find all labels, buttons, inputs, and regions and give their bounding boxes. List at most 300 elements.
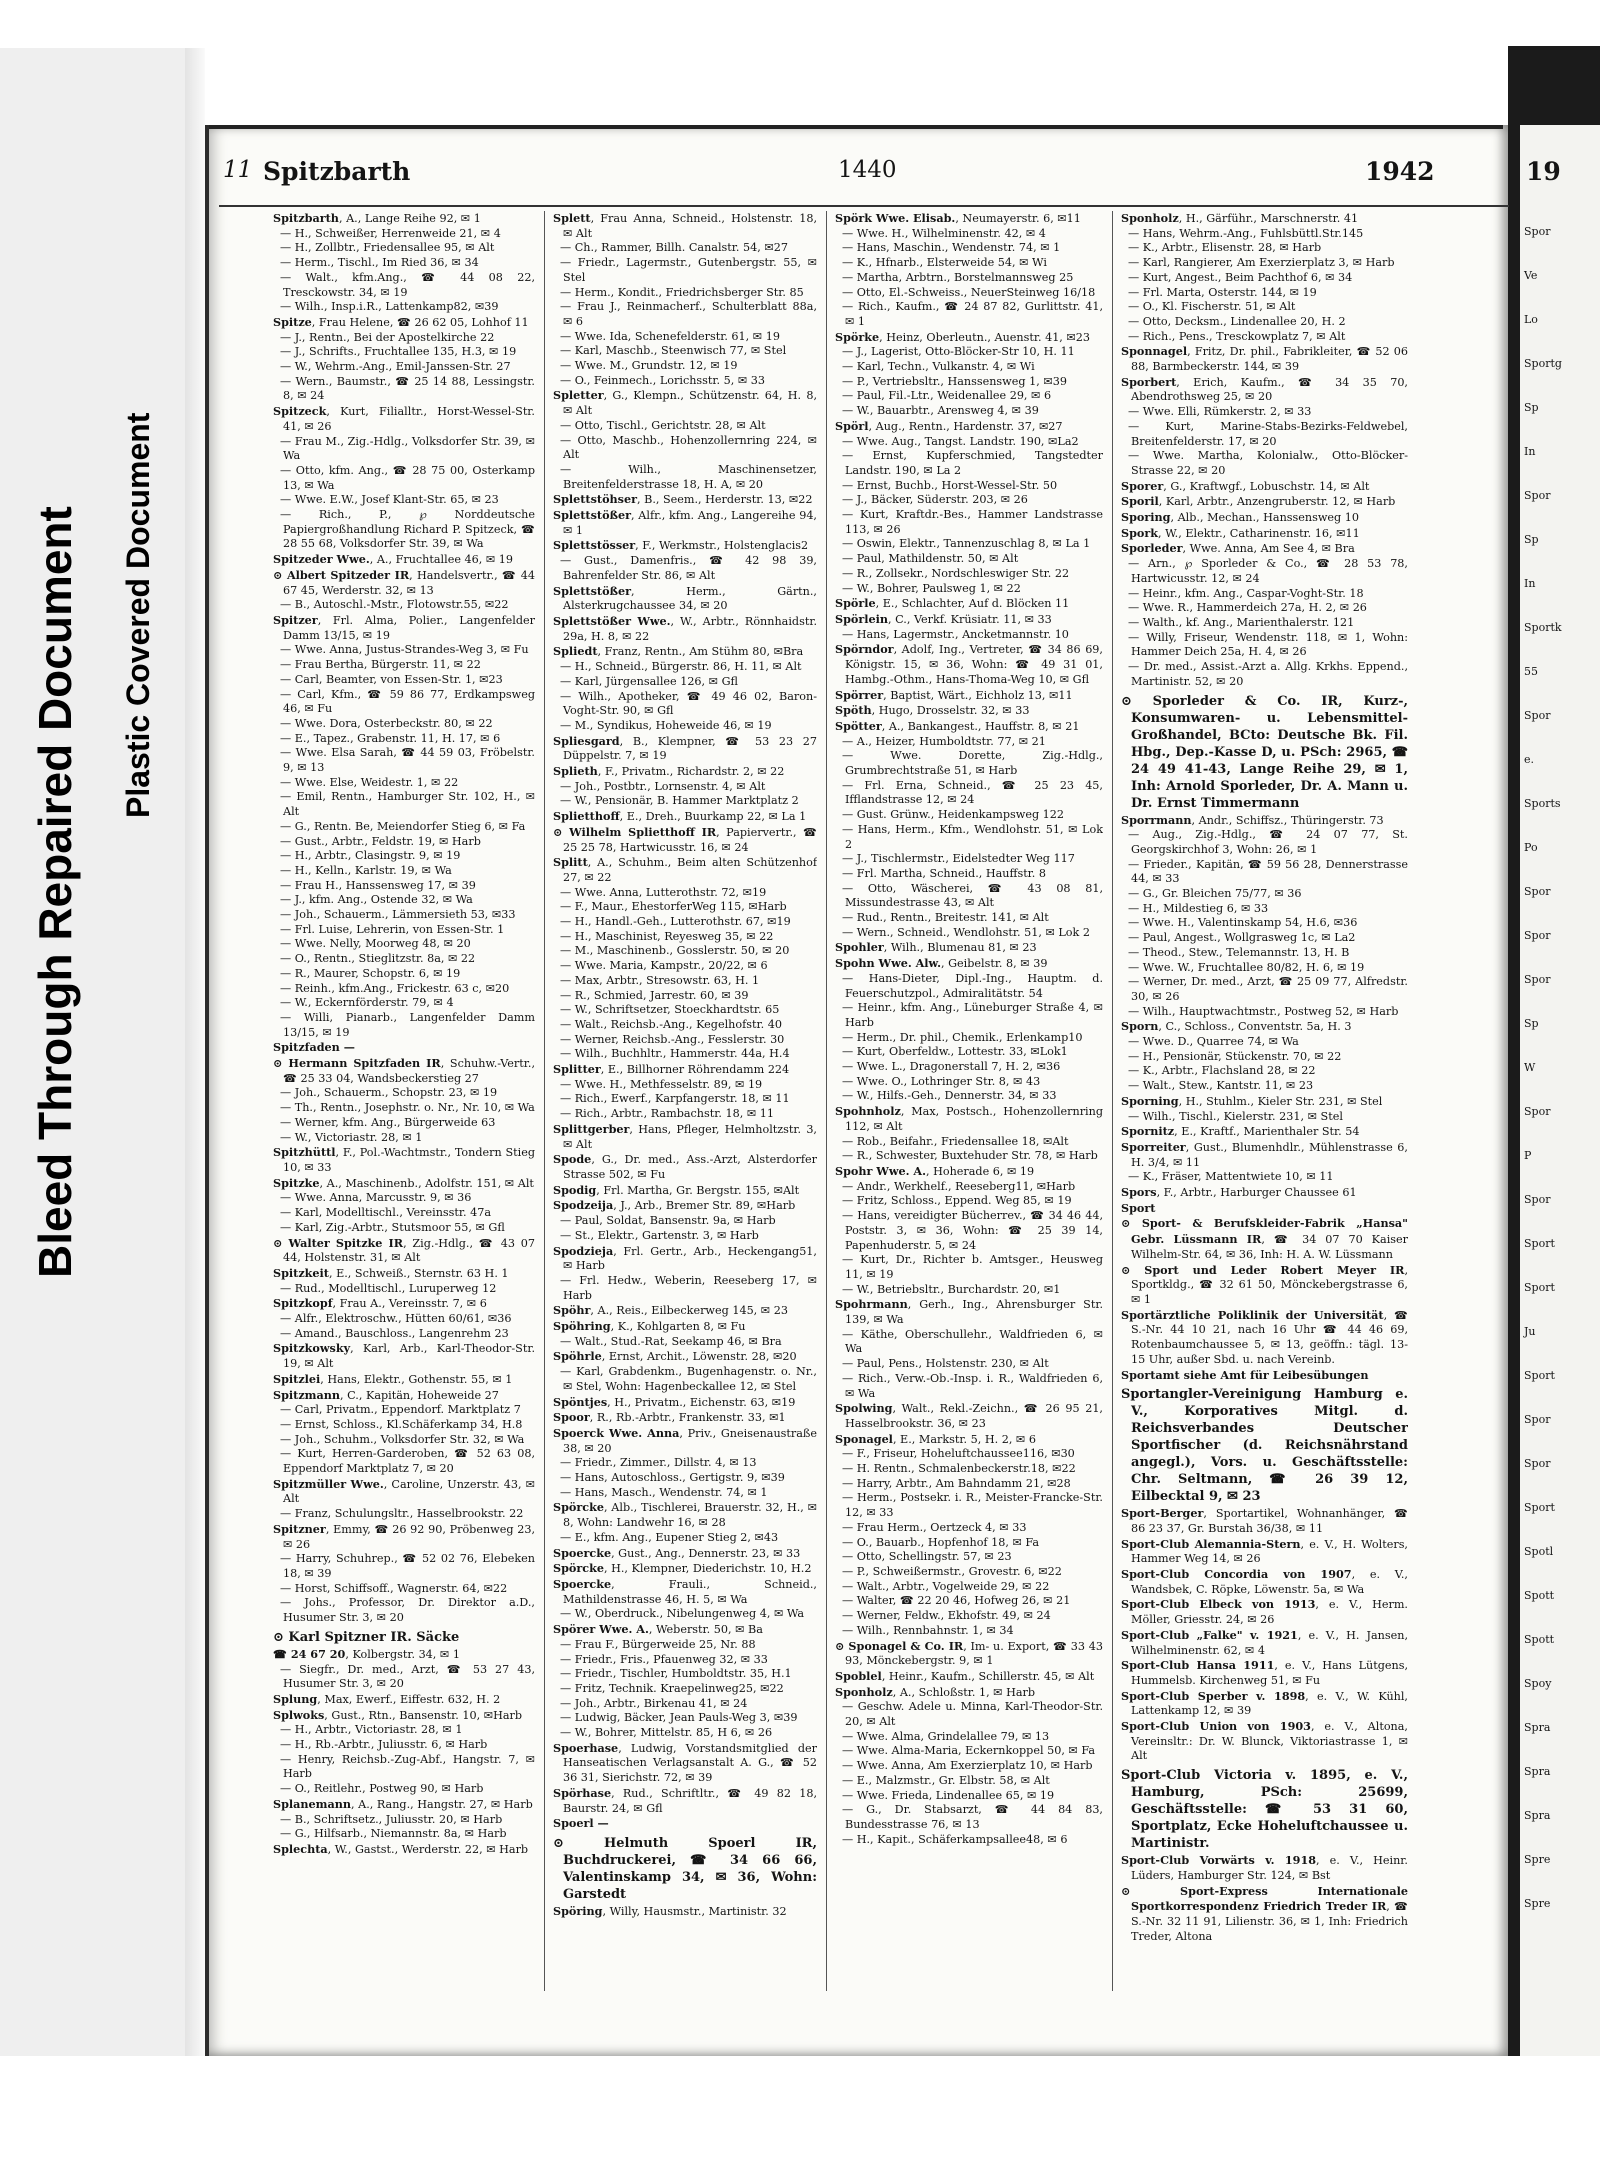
next-page-fragment: Spotl [1524, 1545, 1554, 1558]
directory-entry: — Fritz, Technik. Kraepelinweg25, ✉22 [560, 1681, 784, 1695]
directory-entry: — Frl. Luise, Lehrerin, von Essen-Str. 1 [280, 922, 505, 936]
directory-entry: Sponholz, A., Schloßstr. 1, ✉ Harb [835, 1684, 1036, 1699]
directory-entry: — W., Pensionär, B. Hammer Marktplatz 2 [560, 794, 799, 808]
directory-entry: Spitzkowsky, Karl, Arb., Karl-Theodor-Str. 19, ✉ Alt [273, 1341, 535, 1371]
directory-entry: Spitzkopf, Frau A., Vereinsstr. 7, ✉ 6 [273, 1296, 487, 1311]
column-divider [544, 211, 545, 1991]
directory-entry: — O., Kl. Fischerstr. 51, ✉ Alt [1128, 300, 1296, 314]
directory-entry: Splettstöhser, B., Seem., Herderstr. 13, ✉22 [553, 492, 813, 507]
directory-entry: Spöth, Hugo, Drosselstr. 32, ✉ 33 [835, 703, 1030, 718]
directory-entry: — Ch., Rammer, Billh. Canalstr. 54, ✉27 [560, 241, 788, 255]
next-page-fragment: Spott [1524, 1589, 1555, 1602]
directory-entry: — Wwe. Alma-Maria, Eckernkoppel 50, ✉ Fa [842, 1744, 1096, 1758]
directory-entry: — W., Wehrm.-Ang., Emil-Janssen-Str. 27 [280, 360, 511, 374]
directory-entry: Splettstößer, Herm., Gärtn., Alsterkrugchaussee 34, ✉ 20 [553, 583, 817, 613]
next-page-fragment: In [1524, 445, 1536, 458]
header-rule [219, 205, 1509, 207]
directory-entry: — Friedr., Fris., Pfauenweg 32, ✉ 33 [560, 1652, 768, 1666]
next-page-fragment: Sp [1524, 533, 1539, 546]
directory-entry: — E., Malzmstr., Gr. Elbstr. 58, ✉ Alt [842, 1773, 1050, 1787]
next-page-fragment: Spor [1524, 709, 1551, 722]
directory-entry: — Wwe. O., Lothringer Str. 8, ✉ 43 [842, 1074, 1041, 1088]
page-header [223, 157, 1435, 207]
directory-entry: — Rud., Rentn., Breitestr. 141, ✉ Alt [842, 911, 1049, 925]
next-page-fragment: Spor [1524, 929, 1551, 942]
directory-entry: — Werner, Dr. med., Arzt, ☎ 25 09 77, Alfredstr. 30, ✉ 26 [1128, 975, 1408, 1003]
directory-entry: Spöhr, A., Reis., Eilbeckerweg 145, ✉ 23 [553, 1303, 788, 1318]
directory-entry: Spors, F., Arbtr., Harburger Chaussee 61 [1121, 1185, 1357, 1200]
directory-entry: — Wwe. R., Hammerdeich 27a, H. 2, ✉ 26 [1128, 601, 1367, 615]
directory-entry: — Frl. Hedw., Weberin, Reeseberg 17, ✉ Harb [560, 1273, 817, 1302]
directory-entry: — W., Bauarbtr., Arensweg 4, ✉ 39 [842, 404, 1039, 418]
directory-entry: — Wilh., Hauptwachtmstr., Postweg 52, ✉ Harb [1128, 1004, 1399, 1018]
directory-entry: — M., Maschinenb., Gosslerstr. 50, ✉ 20 [560, 944, 790, 958]
directory-entry: — Otto, Maschb., Hohenzollernring 224, ✉ Alt [560, 433, 817, 462]
directory-entry: — Wwe. Martha, Kolonialw., Otto-Blöcker-Strasse 22, ✉ 20 [1128, 449, 1408, 477]
directory-entry: ⊙ Sport-Express Internationale Sportkorrespondenz Friedrich Treder IR, ☎ S.-Nr. 32 11 91, Lilienstr. 36, ✉ 1, Inh: Friedrich Treder, Altona [1121, 1883, 1408, 1943]
directory-entry: ⊙ Sponagel & Co. IR, Im- u. Export, ☎ 33 43 93, Mönckebergstr. 9, ✉ 1 [835, 1638, 1103, 1668]
directory-entry: — J., Lagerist, Otto-Blöcker-Str 10, H. 11 [842, 345, 1075, 359]
directory-entry: — Kurt, Angest., Beim Pachthof 6, ✉ 34 [1128, 270, 1353, 284]
directory-entry: — G., Gr. Bleichen 75/77, ✉ 36 [1128, 887, 1302, 901]
directory-entry: — Siegfr., Dr. med., Arzt, ☎ 53 27 43, Husumer Str. 3, ✉ 20 [280, 1662, 535, 1691]
margin-shadow-band [185, 48, 205, 2056]
header-page-prefix: 11 [223, 157, 253, 183]
directory-entry: Spitzke, A., Maschinenb., Adolfstr. 151, ✉ Alt [273, 1175, 534, 1190]
directory-entry: — Frieder., Kapitän, ☎ 59 56 28, Dennerstrasse 44, ✉ 33 [1128, 857, 1408, 886]
directory-entry: — Carl, Beamter, von Essen-Str. 1, ✉23 [280, 672, 503, 686]
directory-entry: — Wwe. Frieda, Lindenallee 65, ✉ 19 [842, 1788, 1055, 1802]
directory-entry: Spoerl — [553, 1816, 609, 1831]
directory-entry: — Frau H., Hanssensweg 17, ✉ 39 [280, 878, 476, 892]
directory-entry: — Andr., Werkhelf., Reeseberg11, ✉Harb [842, 1179, 1076, 1193]
directory-entry: — Hans, Lagermstr., Ancketmannstr. 10 [842, 627, 1069, 641]
next-page-fragment: Spor [1524, 1413, 1551, 1426]
directory-entry: — H., Kapit., Schäferkampsallee48, ✉ 6 [842, 1832, 1068, 1846]
next-page-fragment: Spra [1524, 1721, 1551, 1734]
directory-entry: — Paul, Soldat, Bansenstr. 9a, ✉ Harb [560, 1214, 776, 1228]
directory-entry: — Wilh., Apotheker, ☎ 49 46 02, Baron-Voght-Str. 90, ✉ Gfl [560, 689, 817, 718]
directory-entry: Sporn, C., Schloss., Conventstr. 5a, H. 3 [1121, 1019, 1352, 1034]
directory-entry: — St., Elektr., Gartenstr. 3, ✉ Harb [560, 1228, 759, 1242]
directory-entry: — Walt., Stew., Kantstr. 11, ✉ 23 [1128, 1079, 1314, 1093]
directory-entry: — O., Feinmech., Lorichsstr. 5, ✉ 33 [560, 373, 766, 387]
directory-entry: Spötter, A., Bankangest., Hauffstr. 8, ✉ 21 [835, 718, 1080, 733]
directory-entry: Spliesgard, B., Klempner, ☎ 53 23 27 Düppelstr. 7, ✉ 19 [553, 733, 817, 763]
directory-entry: — Hans-Dieter, Dipl.-Ing., Hauptm. d. Feuerschutzpol., Admiralitätstr. 54 [842, 971, 1103, 1000]
directory-entry: Spork, W., Elektr., Catharinenstr. 16, ✉11 [1121, 525, 1360, 540]
directory-entry: Spoor, R., Rb.-Arbtr., Frankenstr. 33, ✉1 [553, 1410, 786, 1425]
directory-entry: Sportamt siehe Amt für Leibesübungen [1121, 1367, 1369, 1382]
directory-entry: Splieth, F., Privatm., Richardstr. 2, ✉ 22 [553, 764, 785, 779]
directory-entry: Spitzhüttl, F., Pol.-Wachtmstr., Tondern Stieg 10, ✉ 33 [273, 1145, 535, 1174]
directory-entry: Sporer, G., Kraftwgf., Lobuschstr. 14, ✉ Alt [1121, 478, 1370, 493]
directory-entry: — A., Heizer, Humboldtstr. 77, ✉ 21 [842, 734, 1046, 748]
directory-entry: Spoercke, Frauli., Schneid., Mathildenstrasse 46, H. 5, ✉ Wa [553, 1576, 817, 1606]
directory-entry: — R., Schmied, Jarrestr. 60, ✉ 39 [560, 988, 749, 1002]
directory-entry: — O., Reitlehr., Postweg 90, ✉ Harb [280, 1782, 484, 1796]
directory-entry: Sponagel, E., Markstr. 5, H. 2, ✉ 6 [835, 1431, 1036, 1446]
directory-entry: — K., Fräser, Mattentwiete 10, ✉ 11 [1128, 1170, 1334, 1184]
directory-entry: — Aug., Zig.-Hdlg., ☎ 24 07 77, St. Georgskirchhof 3, Wohn: 26, ✉ 1 [1128, 828, 1408, 856]
directory-entry: Splettstösser, F., Werkmstr., Holstenglacis2 [553, 538, 809, 553]
directory-entry: Spolwing, Walt., Rekl.-Zeichn., ☎ 26 95 21, Hasselbrookstr. 36, ✉ 23 [835, 1401, 1103, 1430]
directory-entry: — Herm., Tischl., Im Ried 36, ✉ 34 [280, 256, 479, 270]
directory-entry: Spodig, Frl. Martha, Gr. Bergstr. 155, ✉Alt [553, 1182, 800, 1197]
directory-entry: — Paul, Fil.-Ltr., Weidenallee 29, ✉ 6 [842, 389, 1052, 403]
directory-entry: — W., Bohrer, Mittelstr. 85, H 6, ✉ 26 [560, 1726, 773, 1740]
directory-entry: — Hans, Autoschloss., Gertigstr. 9, ✉39 [560, 1471, 785, 1485]
directory-entry: Sporreiter, Gust., Blumenhdlr., Mühlenstrasse 6, H. 3/4, ✉ 11 [1121, 1139, 1408, 1169]
directory-entry: — Ernst, Kupferschmied, Tangstedter Landstr. 190, ✉ La 2 [842, 449, 1103, 477]
directory-entry: — Kurt, Oberfeldw., Lottestr. 33, ✉Lok1 [842, 1045, 1068, 1059]
directory-entry: — Alfr., Elektroschw., Hütten 60/61, ✉36 [280, 1312, 512, 1326]
directory-entry: — Hans, Wehrm.-Ang., Fuhlsbüttl.Str.145 [1128, 226, 1364, 240]
next-page-fragment: Spor [1524, 489, 1551, 502]
directory-entry: — Walt., kfm.Ang., ☎ 44 08 22, Tresckowstr. 34, ✉ 19 [280, 270, 535, 299]
directory-entry: Sportärztliche Poliklinik der Universität, ☎ S.-Nr. 44 10 21, nach 16 Uhr ☎ 44 46 69, Rotenbaumchaussee 5, ✉ 13, geöffn.: tägl. 13-15 Uhr, außer Sbd. u. nach Vereinb. [1121, 1307, 1408, 1366]
next-page-year: 19 [1526, 157, 1561, 186]
directory-entry: Sport-Club Union von 1903, e. V., Altona, Vereinsltr.: Dr. W. Blunck, Viktoriastrasse 1, ✉ Alt [1121, 1719, 1408, 1763]
header-running-name: Spitzbarth [263, 157, 411, 186]
directory-entry: — Kurt, Herren-Garderoben, ☎ 52 63 08, Eppendorf Marktplatz 7, ✉ 20 [280, 1447, 535, 1476]
directory-entry: — Friedr., Tischler, Humboldtstr. 35, H.1 [560, 1667, 792, 1681]
directory-page [205, 125, 1508, 2056]
directory-entry: — Hans, vereidigter Bücherrev., ☎ 34 46 44, Poststr. 3, ✉ 36, Wohn: ☎ 25 39 14, Papenhuderstr. 5, ✉ 24 [842, 1209, 1103, 1252]
directory-entry: Spöntjes, H., Privatm., Eichenstr. 63, ✉19 [553, 1394, 796, 1409]
directory-entry: Spörk Wwe. Elisab., Neumayerstr. 6, ✉11 [835, 211, 1081, 225]
directory-entry: — Wwe. Nelly, Moorweg 48, ✉ 20 [280, 937, 471, 951]
directory-entry: Sportangler-Vereinigung Hamburg e. V., Korporatives Mitgl. d. Reichsverbandes Deutscher Sportfischer (d. Reichsnährstand angegl.), Vors. u. Geschäftsstelle: Chr. Seltmann, ☎ 26 39 12, Eilbecktal 9, ✉ 23 [1121, 1387, 1408, 1505]
directory-entry: Sport [1121, 1200, 1156, 1215]
directory-entry: Sporil, Karl, Arbtr., Anzengruberstr. 12, ✉ Harb [1121, 494, 1396, 509]
directory-entry: — Rich., Verw.-Ob.-Insp. i. R., Waldfrieden 6, ✉ Wa [842, 1371, 1103, 1400]
directory-entry: — Joh., Postbtr., Lornsenstr. 4, ✉ Alt [560, 779, 766, 793]
directory-entry: — Walt., Stud.-Rat, Seekamp 46, ✉ Bra [560, 1334, 782, 1348]
directory-entry: — O., Rentn., Stieglitzstr. 8a, ✉ 22 [280, 952, 476, 966]
directory-entry: — Werner, kfm. Ang., Bürgerweide 63 [280, 1115, 496, 1129]
directory-entry: — Otto, Tischl., Gerichtstr. 28, ✉ Alt [560, 418, 766, 432]
directory-entry: — Walth., kf. Ang., Marienthalerstr. 121 [1128, 615, 1355, 629]
directory-entry: — Frau M., Zig.-Hdlg., Volksdorfer Str. 39, ✉ Wa [280, 434, 535, 463]
directory-entry: — Werner, Feldw., Ekhofstr. 49, ✉ 24 [842, 1609, 1051, 1623]
directory-entry: — Gust. Grünw., Heidenkampsweg 122 [842, 808, 1065, 822]
directory-entry: — Rich., Ewerf., Karpfangerstr. 18, ✉ 11 [560, 1092, 790, 1106]
directory-entry: — Harry, Arbtr., Am Bahndamm 21, ✉28 [842, 1476, 1071, 1490]
directory-entry: — Joh., Arbtr., Birkenau 41, ✉ 24 [560, 1696, 748, 1710]
directory-entry: Sport-Club Concordia von 1907, e. V., Wandsbek, C. Röpke, Löwenstr. 5a, ✉ Wa [1121, 1567, 1408, 1596]
directory-entry: — Käthe, Oberschullehr., Waldfrieden 6, ✉ Wa [842, 1327, 1103, 1356]
directory-entry: — Wwe. W., Fruchtallee 80/82, H. 6, ✉ 19 [1128, 960, 1365, 974]
directory-entry: — Rich., Arbtr., Rambachstr. 18, ✉ 11 [560, 1107, 774, 1121]
column-3 [835, 211, 1103, 1991]
directory-entry: — W., Hilfs.-Geh., Dennerstr. 34, ✉ 33 [842, 1089, 1057, 1103]
next-page-fragment: P [1524, 1149, 1532, 1162]
directory-entry: Spletter, G., Klempn., Schützenstr. 64, H. 8, ✉ Alt [553, 388, 817, 418]
directory-entry: — Herm., Postsekr. i. R., Meister-Francke-Str. 12, ✉ 33 [842, 1491, 1103, 1520]
directory-entry: Spitzkeit, E., Schweiß., Sternstr. 63 H. 1 [273, 1265, 509, 1280]
directory-entry: — W., Betriebsltr., Burchardstr. 20, ✉1 [842, 1282, 1061, 1296]
directory-entry: — Geschw. Adele u. Minna, Karl-Theodor-Str. 20, ✉ Alt [842, 1700, 1103, 1729]
directory-entry: ⊙ Karl Spitzner IR. Säcke [273, 1629, 460, 1645]
directory-entry: — J., Schrifts., Fruchtallee 135, H.3, ✉ 19 [280, 345, 517, 359]
directory-entry: — H., Schneid., Bürgerstr. 86, H. 11, ✉ Alt [560, 660, 802, 674]
next-page-fragment: e. [1524, 753, 1535, 766]
directory-entry: Splitt, A., Schuhm., Beim alten Schützenhof 27, ✉ 22 [553, 855, 817, 884]
directory-entry: — B., Schriftsetz., Juliusstr. 20, ✉ Harb [280, 1812, 503, 1826]
directory-entry: — Theod., Stew., Telemannstr. 13, H. B [1128, 945, 1350, 959]
directory-entry: ⊙ Sport- & Berufskleider-Fabrik „Hansa" Gebr. Lüssmann IR, ☎ 34 07 70 Kaiser Wilhelm-Str. 64, ✉ 36, Inh: H. A. W. Lüssmann [1121, 1216, 1408, 1261]
directory-entry: — W., Oberdruck., Nibelungenweg 4, ✉ Wa [560, 1607, 805, 1621]
next-page-fragment: Sp [1524, 1017, 1539, 1030]
directory-entry: Spohrmann, Gerh., Ing., Ahrensburger Str. 139, ✉ Wa [835, 1297, 1103, 1327]
directory-entry: — H. Rentn., Schmalenbeckerstr.18, ✉22 [842, 1462, 1076, 1476]
directory-entry: — Max, Arbtr., Stresowstr. 63, H. 1 [560, 973, 760, 987]
directory-entry: — Wwe. H., Valentinskamp 54, H.6, ✉36 [1128, 916, 1358, 930]
directory-entry: — E., Tapez., Grabenstr. 11, H. 17, ✉ 6 [280, 731, 501, 745]
directory-entry: Spitzer, Frl. Alma, Polier., Langenfelder Damm 13/15, ✉ 19 [273, 612, 535, 642]
directory-entry: Sporleder, Wwe. Anna, Am See 4, ✉ Bra [1121, 541, 1355, 556]
directory-entry: — Frau J., Reinmacherf., Schulterblatt 88a, ✉ 6 [560, 300, 817, 328]
directory-entry: ⊙ Hermann Spitzfaden IR, Schuhw.-Vertr., ☎ 25 33 04, Wandsbeckerstieg 27 [273, 1056, 535, 1085]
directory-entry: Spörer Wwe. A., Weberstr. 50, ✉ Ba [553, 1622, 763, 1637]
directory-entry: — Fritz, Schloss., Eppend. Weg 85, ✉ 19 [842, 1194, 1072, 1208]
directory-entry: ⊙ Helmuth Spoerl IR, Buchdruckerei, ☎ 34 66 66, Valentinskamp 34, ✉ 36, Wohn: Garstedt [553, 1835, 817, 1902]
column-1 [273, 211, 535, 1991]
column-4 [1121, 211, 1408, 1991]
side-label-secondary: Plastic Covered Document [120, 412, 156, 818]
directory-entry: — K., Hfnarb., Elsterweide 54, ✉ Wi [842, 256, 1047, 270]
directory-entry: — Paul, Mathildenstr. 50, ✉ Alt [842, 552, 1019, 566]
directory-entry: Splung, Max, Ewerf., Eiffestr. 632, H. 2 [273, 1691, 501, 1706]
directory-entry: — Wwe. Else, Weidestr. 1, ✉ 22 [280, 775, 459, 789]
directory-entry: Spornitz, E., Kraftf., Marienthaler Str. 54 [1121, 1124, 1360, 1139]
directory-entry: — H., Rb.-Arbtr., Juliusstr. 6, ✉ Harb [280, 1738, 488, 1752]
directory-entry: ⊙ Wilhelm Splietthoff IR, Papiervertr., ☎ 25 25 78, Hartwicusstr. 16, ✉ 24 [553, 824, 817, 854]
directory-entry: — Rob., Beifahr., Friedensallee 18, ✉Alt [842, 1134, 1069, 1148]
directory-entry: — Carl, Privatm., Eppendorf. Marktplatz 7 [280, 1403, 521, 1417]
directory-entry: Splwoks, Gust., Rtn., Bansenstr. 10, ✉Harb [273, 1707, 523, 1722]
directory-entry: — Wern., Baumstr., ☎ 25 14 88, Lessingstr. 8, ✉ 24 [280, 374, 535, 403]
directory-entry: ⊙ Sporleder & Co. IR, Kurz-, Konsumwaren- u. Lebensmittel-Großhandel, BCto: Deutsche Bk. Fil. Hbg., Dep.-Kasse D, u. PSch: 2965, ☎ 24 49 41-43, Lange Reihe 29, ✉ 1, Inh: Arnold Sporleder, Dr. A. Mann u. Dr. Ernst Timmermann [1121, 693, 1408, 811]
directory-entry: Spörke, Heinz, Oberleutn., Auenstr. 41, ✉23 [835, 329, 1091, 344]
directory-entry: — Emil, Rentn., Hamburger Str. 102, H., ✉ Alt [280, 790, 535, 819]
directory-entry: — F., Friseur, Hoheluftchaussee116, ✉30 [842, 1447, 1075, 1461]
directory-entry: — W., Eckernförderstr. 79, ✉ 4 [280, 996, 454, 1010]
directory-entry: Spörcke, H., Klempner, Diederichstr. 10, H.2 [553, 1561, 812, 1576]
directory-entry: — W., Bohrer, Paulsweg 1, ✉ 22 [842, 581, 1021, 595]
directory-entry: Spoerck Wwe. Anna, Priv., Gneisenaustraße 38, ✉ 20 [553, 1425, 817, 1455]
directory-entry: — Frl. Martha, Schneid., Hauffstr. 8 [842, 866, 1047, 880]
directory-entry: — Hans, Maschin., Wendenstr. 74, ✉ 1 [842, 241, 1061, 255]
directory-entry: Sport-Club Hansa 1911, e. V., Hans Lütgens, Hummelsb. Kirchenweg 51, ✉ Fu [1121, 1658, 1408, 1687]
directory-entry: Spitze, Frau Helene, ☎ 26 62 05, Lohhof 11 [273, 314, 529, 329]
directory-entry: — R., Maurer, Schopstr. 6, ✉ 19 [280, 966, 461, 980]
directory-entry: Spitzner, Emmy, ☎ 26 92 90, Pröbenweg 23, ✉ 26 [273, 1521, 535, 1551]
directory-entry: Spörcke, Alb., Tischlerei, Brauerstr. 32, H., ✉ 8, Wohn: Landwehr 16, ✉ 28 [553, 1500, 817, 1530]
directory-entry: — Otto, Decksm., Lindenallee 20, H. 2 [1128, 314, 1346, 328]
directory-entry: — Frau Bertha, Bürgerstr. 11, ✉ 22 [280, 658, 481, 672]
directory-entry: — Wwe. Elli, Rümkerstr. 2, ✉ 33 [1128, 405, 1312, 419]
directory-entry: — Wwe. Dora, Osterbeckstr. 80, ✉ 22 [280, 716, 493, 730]
directory-entry: — Carl, Kfm., ☎ 59 86 77, Erdkampsweg 46, ✉ Fu [280, 687, 535, 716]
directory-entry: Spitzmüller Wwe., Caroline, Unzerstr. 43, ✉ Alt [273, 1476, 535, 1506]
directory-entry: — W., Schriftsetzer, Stoeckhardtstr. 65 [560, 1003, 780, 1017]
directory-entry: — Rich., Pens., Tresckowplatz 7, ✉ Alt [1128, 329, 1346, 343]
directory-entry: — Wwe. Aug., Tangst. Landstr. 190, ✉La2 [842, 434, 1079, 448]
next-page-fragment: Sportg [1524, 357, 1562, 370]
directory-entry: — Heinr., kfm. Ang., Caspar-Voght-Str. 18 [1128, 586, 1364, 600]
directory-entry: — Wwe. M., Grundstr. 12, ✉ 19 [560, 359, 738, 373]
directory-entry: Splettstößer Wwe., W., Arbtr., Rönnhaidstr. 29a, H. 8, ✉ 22 [553, 613, 817, 643]
directory-entry: Spoercke, Gust., Ang., Dennerstr. 23, ✉ 33 [553, 1545, 801, 1560]
directory-entry: — Otto, Schellingstr. 57, ✉ 23 [842, 1550, 1012, 1564]
left-scan-margin [0, 48, 205, 2056]
directory-entry: Spöhrle, Ernst, Archit., Löwenstr. 28, ✉20 [553, 1349, 797, 1364]
directory-entry: — Walt., Reichsb.-Ang., Kegelhofstr. 40 [560, 1017, 782, 1031]
directory-entry: — Wern., Schneid., Wendlohstr. 51, ✉ Lok 2 [842, 925, 1090, 939]
directory-entry: Spörndor, Adolf, Ing., Vertreter, ☎ 34 86 69, Königstr. 15, ✉ 36, Wohn: ☎ 49 31 01, Hambg.-Othm., Hans-Thoma-Weg 10, ✉ Gfl [835, 642, 1103, 686]
next-page-fragment: Sportk [1524, 621, 1562, 634]
directory-entry: — G., Hilfsarb., Niemannstr. 8a, ✉ Harb [280, 1827, 507, 1841]
side-label-primary: Bleed Through Repaired Document [29, 506, 81, 1278]
directory-entry: — Friedr., Zimmer., Dillstr. 4, ✉ 13 [560, 1456, 757, 1470]
directory-entry: — Wwe. Anna, Justus-Strandes-Weg 3, ✉ Fu [280, 643, 529, 657]
directory-entry: — Wwe. D., Quarree 74, ✉ Wa [1128, 1035, 1299, 1049]
directory-entry: — Otto, El.-Schweiss., NeuerSteinweg 16/18 [842, 285, 1096, 299]
directory-entry: — Wwe. Anna, Am Exerzierplatz 10, ✉ Harb [842, 1759, 1093, 1773]
directory-entry: — Karl, Grabdenkm., Bugenhagenstr. o. Nr., ✉ Stel, Wohn: Hagenbeckallee 12, ✉ Stel [560, 1365, 817, 1393]
next-page-fragment: 55 [1524, 665, 1538, 678]
next-page-fragment: Sports [1524, 797, 1561, 810]
directory-entry: — O., Bauarb., Hopfenhof 18, ✉ Fa [842, 1535, 1040, 1549]
directory-entry: — Willy, Friseur, Wendenstr. 118, ✉ 1, Wohn: Hammer Deich 25a, H. 4, ✉ 26 [1128, 630, 1408, 659]
directory-entry: — B., Autoschl.-Mstr., Flotowstr.55, ✉22 [280, 598, 509, 612]
directory-entry: ⊙ Sport und Leder Robert Meyer IR, Sportkldg., ☎ 32 61 50, Mönckebergstrasse 6, ✉ 1 [1121, 1262, 1408, 1306]
directory-entry: — Dr. med., Assist.-Arzt a. Allg. Krkhs. Eppend., Martinistr. 52, ✉ 20 [1128, 660, 1408, 688]
directory-entry: — Otto, Wäscherei, ☎ 43 08 81, Missundestrasse 43, ✉ Alt [842, 881, 1103, 910]
directory-entry: — E., kfm. Ang., Eupener Stieg 2, ✉43 [560, 1530, 779, 1544]
header-year: 1942 [1365, 157, 1435, 186]
directory-entry: — Kurt, Dr., Richter b. Amtsger., Heusweg 11, ✉ 19 [842, 1253, 1103, 1281]
directory-entry: — Rud., Modelltischl., Luruperweg 12 [280, 1281, 497, 1295]
directory-columns [273, 211, 1408, 1991]
directory-entry: — Reinh., kfm.Ang., Frickestr. 63 c, ✉20 [280, 981, 510, 995]
directory-entry: Sponholz, H., Gärführ., Marschnerstr. 41 [1121, 211, 1359, 225]
directory-entry: Spohn Wwe. Alw., Geibelstr. 8, ✉ 39 [835, 956, 1048, 971]
directory-entry: Sport-Club „Falke" v. 1921, e. V., H. Jansen, Wilhelminenstr. 62, ✉ 4 [1121, 1627, 1408, 1657]
directory-entry: — Wwe. Anna, Marcusstr. 9, ✉ 36 [280, 1191, 472, 1205]
directory-entry: — Hans, Herm., Kfm., Wendlohstr. 51, ✉ Lok 2 [842, 822, 1103, 851]
directory-entry: Spode, G., Dr. med., Ass.-Arzt, Alsterdorfer Strasse 502, ✉ Fu [553, 1152, 817, 1181]
directory-entry: — Joh., Schauerm., Schopstr. 23, ✉ 19 [280, 1086, 498, 1100]
directory-entry: — G., Rentn. Be, Meiendorfer Stieg 6, ✉ Fa [280, 819, 526, 833]
next-page-fragment: Spre [1524, 1853, 1551, 1866]
directory-entry: Spitzlei, Hans, Elektr., Gothenstr. 55, ✉ 1 [273, 1371, 513, 1386]
directory-entry: Spitzbarth, A., Lange Reihe 92, ✉ 1 [273, 211, 481, 225]
page-left-border [205, 125, 209, 2056]
directory-entry: — P., Schweißermstr., Grovestr. 6, ✉22 [842, 1564, 1062, 1578]
next-page-fragment: Sp [1524, 401, 1539, 414]
directory-entry: — Friedr., Lagermstr., Gutenbergstr. 55, ✉ Stel [560, 256, 817, 284]
directory-entry: — R., Zollsekr., Nordschleswiger Str. 22 [842, 566, 1070, 580]
directory-entry: — H., Arbtr., Victoriastr. 28, ✉ 1 [280, 1723, 463, 1737]
directory-entry: — Rich., P., ℘ Norddeutsche Papiergroßhandlung Richard P. Spitzeck, ☎ 28 55 68, Volksdorfer Str. 39, ✉ Wa [280, 508, 535, 551]
directory-entry: — Otto, kfm. Ang., ☎ 28 75 00, Osterkamp 13, ✉ Wa [280, 463, 535, 492]
directory-entry: Splett, Frau Anna, Schneid., Holstenstr. 18, ✉ Alt [553, 211, 817, 240]
column-divider [826, 211, 827, 1991]
directory-entry: Sport-Club Victoria v. 1895, e. V., Hamburg, PSch: 25699, Geschäftsstelle: ☎ 53 31 60, Sportplatz, Ecke Hoheluftchaussee u. Martinistr. [1121, 1768, 1408, 1852]
directory-entry: — Wwe. Anna, Lutterothstr. 72, ✉19 [560, 885, 767, 899]
directory-entry: — Wwe. Ida, Schenefelderstr. 61, ✉ 19 [560, 329, 780, 343]
directory-entry: — Amand., Bauschloss., Langenrehm 23 [280, 1326, 509, 1340]
directory-entry: Spodzeija, J., Arb., Bremer Str. 89, ✉Harb [553, 1198, 796, 1213]
directory-entry: Spodzieja, Frl. Gertr., Arb., Heckengang51, ✉ Harb [553, 1243, 817, 1273]
directory-entry: — Harry, Schuhrep., ☎ 52 02 76, Elebeken 18, ✉ 39 [280, 1552, 535, 1580]
directory-entry: — Wwe. Dorette, Zig.-Hdlg., Grumbrechtstraße 51, ✉ Harb [842, 749, 1103, 778]
directory-entry: — Kurt, Marine-Stabs-Bezirks-Feldwebel, Breitenfelderstr. 17, ✉ 20 [1128, 419, 1408, 448]
directory-entry: Sport-Club Sperber v. 1898, e. V., W. Kühl, Lattenkamp 12, ✉ 39 [1121, 1688, 1408, 1718]
next-page-fragment: Lo [1524, 313, 1538, 326]
directory-entry: Sport-Club Alemannia-Stern, e. V., H. Wolters, Hammer Weg 14, ✉ 26 [1121, 1536, 1408, 1566]
directory-entry: — Wwe. Elsa Sarah, ☎ 44 59 03, Fröbelstr. 9, ✉ 13 [280, 746, 535, 775]
directory-entry: — Karl, Maschb., Steenwisch 77, ✉ Stel [560, 344, 787, 358]
directory-entry: — Wwe. H., Wilhelminenstr. 42, ✉ 4 [842, 226, 1046, 240]
directory-entry: Spohler, Wilh., Blumenau 81, ✉ 23 [835, 940, 1037, 955]
directory-entry: — Frau F., Bürgerweide 25, Nr. 88 [560, 1637, 756, 1651]
directory-entry: — Wwe. Alma, Grindelallee 79, ✉ 13 [842, 1729, 1050, 1743]
directory-entry: — K., Arbtr., Flachsland 28, ✉ 22 [1128, 1064, 1316, 1078]
directory-entry: — Werner, Reichsb.-Ang., Fesslerstr. 30 [560, 1032, 785, 1046]
directory-entry: — H., Arbtr., Clasingstr. 9, ✉ 19 [280, 849, 461, 863]
column-divider [1112, 211, 1113, 1991]
directory-entry: Splanemann, A., Rang., Hangstr. 27, ✉ Harb [273, 1796, 533, 1811]
directory-entry: — Paul, Angest., Wollgrasweg 1c, ✉ La2 [1128, 931, 1356, 945]
directory-entry: — Wilh., Buchhltr., Hammerstr. 44a, H.4 [560, 1047, 790, 1061]
directory-entry: Sponnagel, Fritz, Dr. phil., Fabrikleiter, ☎ 52 06 88, Barmbeckerstr. 144, ✉ 39 [1121, 344, 1408, 374]
directory-entry: Spitzeder Wwe., A., Fruchtallee 46, ✉ 19 [273, 552, 514, 567]
directory-entry: Splitter, E., Billhorner Röhrendamm 224 [553, 1062, 790, 1077]
directory-entry: — Gust., Damenfris., ☎ 42 98 39, Bahrenfelder Str. 86, ✉ Alt [560, 554, 817, 582]
directory-entry: — J., Rentn., Bei der Apostelkirche 22 [280, 330, 495, 344]
header-page-number: 1440 [838, 157, 897, 183]
directory-entry: — Frl. Erna, Schneid., ☎ 25 23 45, Ifflandstrasse 12, ✉ 24 [842, 778, 1103, 807]
next-page-fragment: In [1524, 577, 1536, 590]
directory-entry: — Karl, Rangierer, Am Exerzierplatz 3, ✉ Harb [1128, 256, 1395, 270]
directory-entry: — Oswin, Elektr., Tannenzuschlag 8, ✉ La 1 [842, 537, 1091, 551]
directory-entry: — Karl, Jürgensallee 126, ✉ Gfl [560, 674, 738, 688]
directory-entry: — Karl, Zig.-Arbtr., Stutsmoor 55, ✉ Gfl [280, 1220, 505, 1234]
directory-entry: Splietthoff, E., Dreh., Buurkamp 22, ✉ La 1 [553, 809, 807, 824]
directory-entry: — Ludwig, Bäcker, Jean Pauls-Weg 3, ✉39 [560, 1711, 798, 1725]
top-scan-margin [0, 0, 1600, 48]
next-page-fragment: Sport [1524, 1281, 1555, 1294]
next-page-fragment: Sport [1524, 1501, 1555, 1514]
directory-entry: — H., Handl.-Geh., Lutterothstr. 67, ✉19 [560, 915, 791, 929]
directory-entry: — G., Dr. Stabsarzt, ☎ 44 84 83, Bundesstrasse 76, ✉ 13 [842, 1803, 1103, 1831]
directory-entry: — W., Victoriastr. 28, ✉ 1 [280, 1130, 423, 1144]
directory-entry: — Johs., Professor, Dr. Direktor a.D., Husumer Str. 3, ✉ 20 [280, 1596, 535, 1625]
directory-entry: — M., Syndikus, Hoheweide 46, ✉ 19 [560, 718, 772, 732]
directory-entry: Spliedt, Franz, Rentn., Am Stühm 80, ✉Bra [553, 644, 804, 659]
directory-entry: Spörlein, C., Verkf. Krüsiatr. 11, ✉ 33 [835, 611, 1052, 626]
directory-entry: — Heinr., kfm. Ang., Lüneburger Straße 4, ✉ Harb [842, 1001, 1103, 1029]
directory-entry: — Karl, Techn., Vulkanstr. 4, ✉ Wi [842, 360, 1035, 374]
directory-entry: Sport-Club Elbeck von 1913, e. V., Herm. Möller, Griesstr. 24, ✉ 26 [1121, 1597, 1408, 1627]
directory-entry: — Kurt, Kraftdr.-Bes., Hammer Landstrasse 113, ✉ 26 [842, 508, 1103, 536]
directory-entry: — Walter, ☎ 22 20 46, Hofweg 26, ✉ 21 [842, 1594, 1071, 1608]
directory-entry: — Wilh., Tischl., Kielerstr. 231, ✉ Stel [1128, 1109, 1343, 1123]
